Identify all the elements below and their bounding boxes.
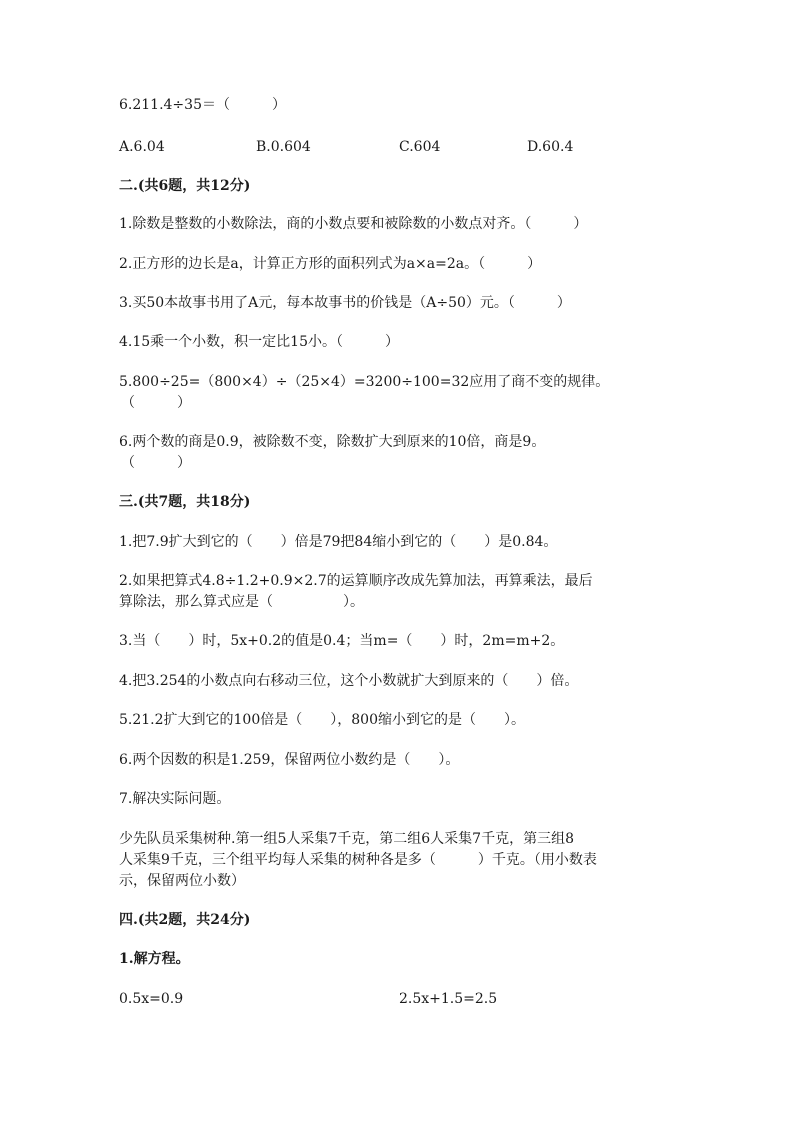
section-4-title: 四.(共2题，共24分) — [119, 912, 251, 928]
tf-question-2: 2.正方形的边长是a，计算正方形的面积列式为a×a=2a。（ ） — [119, 256, 542, 272]
fill-question-7: 7.解决实际问题。 — [119, 791, 231, 807]
fill-question-2-cont: 算除法，那么算式应是（ ）。 — [119, 594, 364, 610]
fill-question-3: 3.当（ ）时，5x+0.2的值是0.4；当m=（ ）时，2m=m+2。 — [119, 633, 565, 649]
tf-question-4: 4.15乘一个小数，积一定比15小。（ ） — [119, 334, 399, 350]
section-3-title: 三.(共7题，共18分) — [119, 494, 251, 510]
tf-question-6-bracket: （ ） — [121, 455, 191, 471]
section-2-title: 二.(共6题，共12分) — [119, 178, 251, 194]
calc-question-1: 1.解方程。 — [119, 951, 190, 967]
tf-question-3: 3.买50本故事书用了A元，每本故事书的价钱是（A÷50）元。（ ） — [119, 295, 571, 311]
option-d: D.60.4 — [527, 139, 574, 155]
option-b: B.0.604 — [256, 139, 311, 155]
fill-question-7-body-cont: 人采集9千克，三个组平均每人采集的树种各是多（ ）千克。（用小数表 — [119, 852, 597, 868]
fill-question-2: 2.如果把算式4.8÷1.2+0.9×2.7的运算顺序改成先算加法，再算乘法，最后 — [119, 573, 593, 589]
equation-1: 0.5x=0.9 — [119, 991, 184, 1007]
fill-question-7-body: 少先队员采集树种.第一组5人采集7千克，第二组6人采集7千克，第三组8 — [119, 831, 574, 847]
equation-2: 2.5x+1.5=2.5 — [399, 991, 498, 1007]
tf-question-5: 5.800÷25=（800×4）÷（25×4）=3200÷100=32应用了商不变的规律。 — [119, 374, 610, 390]
fill-question-5: 5.21.2扩大到它的100倍是（ ），800缩小到它的是（ ）。 — [119, 712, 525, 728]
fill-question-1: 1.把7.9扩大到它的（ ）倍是79把84缩小到它的（ ）是0.84。 — [119, 534, 558, 550]
option-a: A.6.04 — [119, 139, 165, 155]
tf-question-5-bracket: （ ） — [121, 395, 191, 411]
tf-question-6: 6.两个数的商是0.9，被除数不变，除数扩大到原来的10倍，商是9。 — [119, 434, 546, 450]
fill-question-7-body-end: 示，保留两位小数） — [119, 873, 245, 889]
option-c: C.604 — [399, 139, 441, 155]
tf-question-1: 1.除数是整数的小数除法，商的小数点要和被除数的小数点对齐。（ ） — [119, 216, 588, 232]
question-6-choice: 6.211.4÷35＝（ ） — [119, 97, 286, 113]
fill-question-4: 4.把3.254的小数点向右移动三位，这个小数就扩大到原来的（ ）倍。 — [119, 673, 579, 689]
fill-question-6: 6.两个因数的积是1.259，保留两位小数约是（ ）。 — [119, 752, 460, 768]
